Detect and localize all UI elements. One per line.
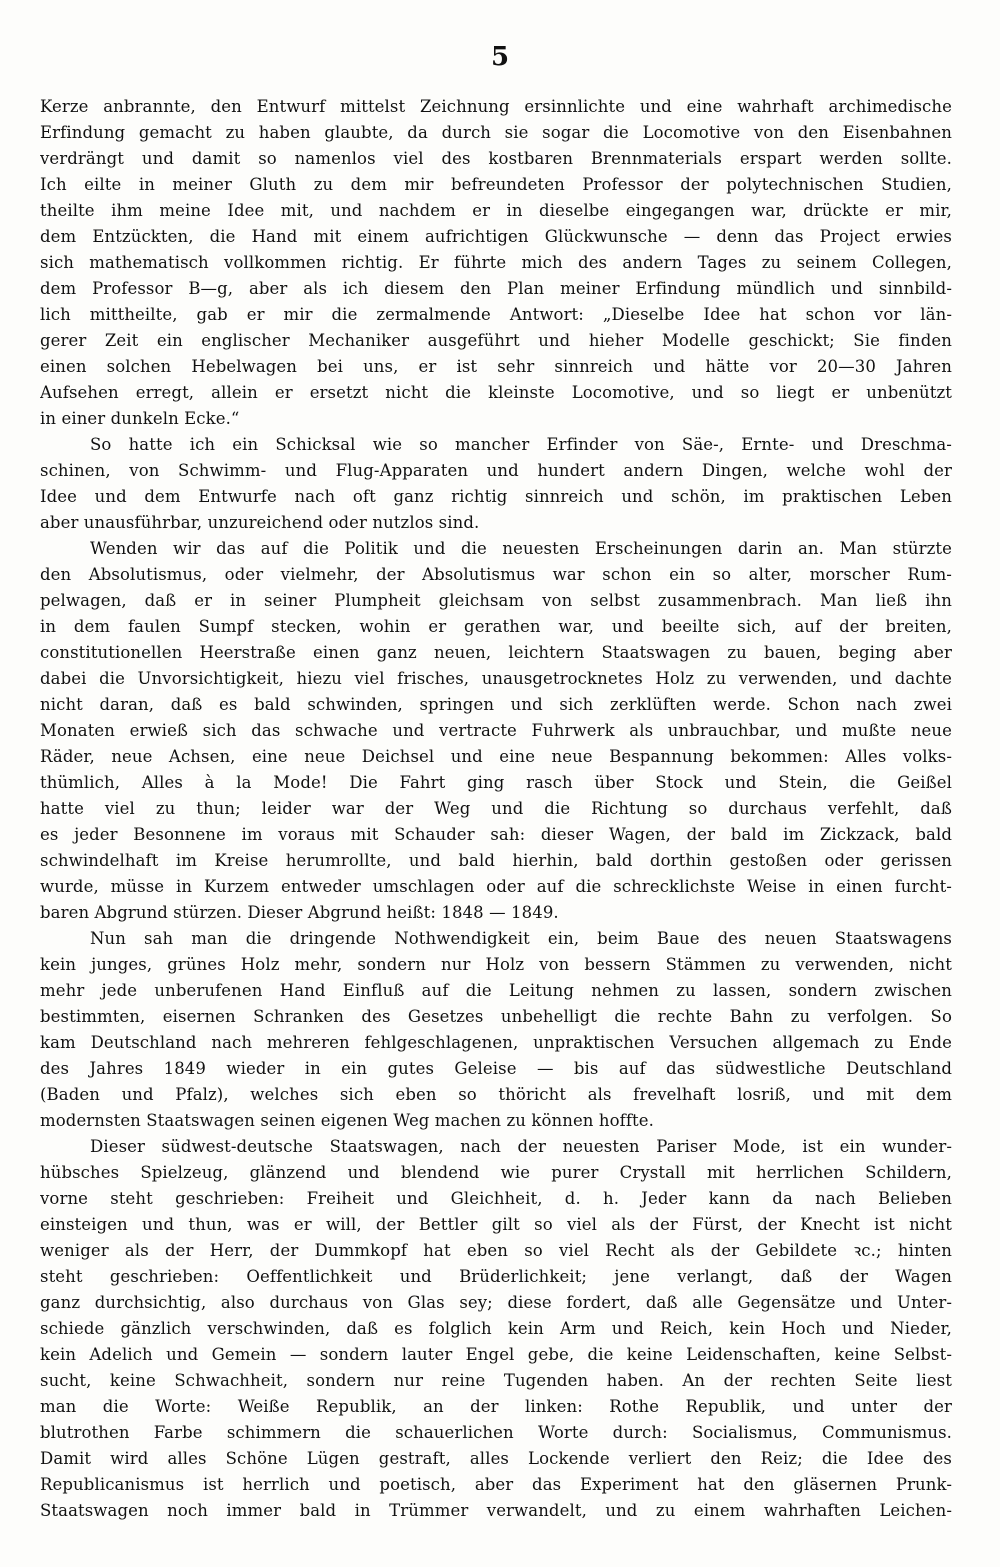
text-line: ganz durchsichtig, also durchaus von Glas sey; diese fordert, daß alle Gegensätze und Unter- bbox=[40, 1293, 952, 1312]
paragraph bbox=[40, 94, 952, 432]
text-line: weniger als der Herr, der Dummkopf hat eben so viel Recht als der Gebildete ꝛc.; hinten bbox=[40, 1241, 952, 1260]
text-line: einen solchen Hebelwagen bei uns, er ist sehr sinnreich und hätte vor 20—30 Jahren bbox=[40, 357, 952, 376]
text-line: Staatswagen noch immer bald in Trümmer verwandelt, und zu einem wahrhaften Leichen- bbox=[40, 1501, 952, 1520]
text-line: kam Deutschland nach mehreren fehlgeschlagenen, unpraktischen Versuchen allgemach zu Ende bbox=[40, 1033, 952, 1052]
text-line: Damit wird alles Schöne Lügen gestraft, alles Lockende verliert den Reiz; die Idee des bbox=[40, 1449, 952, 1468]
text-line: dem Entzückten, die Hand mit einem aufrichtigen Glückwunsche — denn das Project erwies bbox=[40, 227, 952, 246]
text-line: Räder, neue Achsen, eine neue Deichsel und eine neue Bespannung bekommen: Alles volks- bbox=[40, 747, 952, 766]
paragraph bbox=[40, 1134, 952, 1524]
text-line: schinen, von Schwimm- und Flug-Apparaten und hundert andern Dingen, welche wohl der bbox=[40, 461, 952, 480]
text-line: in einer dunkeln Ecke.“ bbox=[40, 409, 240, 428]
text-line: sucht, keine Schwachheit, sondern nur reine Tugenden haben. An der rechten Seite liest bbox=[40, 1371, 952, 1390]
text-line: mehr jede unberufenen Hand Einfluß auf die Leitung nehmen zu lassen, sondern zwischen bbox=[40, 981, 952, 1000]
text-line: pelwagen, daß er in seiner Plumpheit gleichsam von selbst zusammenbrach. Man ließ ihn bbox=[40, 591, 952, 610]
text-line: Kerze anbrannte, den Entwurf mittelst Zeichnung ersinnlichte und eine wahrhaft archimedische bbox=[40, 97, 952, 116]
text-line: blutrothen Farbe schimmern die schauerlichen Worte durch: Socialismus, Communismus. bbox=[40, 1423, 952, 1442]
text-line: dabei die Unvorsichtigkeit, hiezu viel frisches, unausgetrocknetes Holz zu verwenden, und dachte bbox=[40, 669, 952, 688]
text-line: sich mathematisch vollkommen richtig. Er führte mich des andern Tages zu seinem Collegen, bbox=[40, 253, 952, 272]
text-line: verdrängt und damit so namenlos viel des kostbaren Brennmaterials erspart werden sollte. bbox=[40, 149, 952, 168]
text-line: Dieser südwest-deutsche Staatswagen, nach der neuesten Pariser Mode, ist ein wunder- bbox=[90, 1137, 952, 1156]
text-line: kein junges, grünes Holz mehr, sondern nur Holz von bessern Stämmen zu verwenden, nicht bbox=[40, 955, 952, 974]
text-line: baren Abgrund stürzen. Dieser Abgrund heißt: 1848 — 1849. bbox=[40, 903, 559, 922]
text-line: hatte viel zu thun; leider war der Weg und die Richtung so durchaus verfehlt, daß bbox=[40, 799, 952, 818]
text-line: gerer Zeit ein englischer Mechaniker ausgeführt und hieher Modelle geschickt; Sie finden bbox=[40, 331, 952, 350]
text-line: constitutionellen Heerstraße einen ganz neuen, leichtern Staatswagen zu bauen, beging aber bbox=[40, 643, 952, 662]
text-line: schwindelhaft im Kreise herumrollte, und bald hierhin, bald dorthin gestoßen oder gerissen bbox=[40, 851, 952, 870]
text-line: es jeder Besonnene im voraus mit Schauder sah: dieser Wagen, der bald im Zickzack, bald bbox=[40, 825, 952, 844]
text-line: Ich eilte in meiner Gluth zu dem mir befreundeten Professor der polytechnischen Studien, bbox=[40, 175, 952, 194]
text-line: schiede gänzlich verschwinden, daß es folglich kein Arm und Reich, kein Hoch und Nieder, bbox=[40, 1319, 952, 1338]
text-line: thümlich, Alles à la Mode! Die Fahrt ging rasch über Stock und Stein, die Geißel bbox=[40, 773, 952, 792]
paragraph bbox=[40, 536, 952, 926]
text-line: Idee und dem Entwurfe nach oft ganz richtig sinnreich und schön, im praktischen Leben bbox=[40, 487, 952, 506]
body-text bbox=[40, 94, 952, 1524]
text-line: lich mittheilte, gab er mir die zermalmende Antwort: „Dieselbe Idee hat schon vor län- bbox=[40, 305, 952, 324]
text-line: Aufsehen erregt, allein er ersetzt nicht die kleinste Locomotive, und so liegt er unbenützt bbox=[40, 383, 952, 402]
text-line: Republicanismus ist herrlich und poetisch, aber das Experiment hat den gläsernen Prunk- bbox=[40, 1475, 952, 1494]
text-line: einsteigen und thun, was er will, der Bettler gilt so viel als der Fürst, der Knecht ist nicht bbox=[40, 1215, 952, 1234]
text-line: des Jahres 1849 wieder in ein gutes Geleise — bis auf das südwestliche Deutschland bbox=[40, 1059, 952, 1078]
text-line: bestimmten, eisernen Schranken des Gesetzes unbehelligt die rechte Bahn zu verfolgen. So bbox=[40, 1007, 952, 1026]
text-line: Erfindung gemacht zu haben glaubte, da durch sie sogar die Locomotive von den Eisenbahnen bbox=[40, 123, 952, 142]
text-line: kein Adelich und Gemein — sondern lauter Engel gebe, die keine Leidenschaften, keine Selbst- bbox=[40, 1345, 952, 1364]
text-line: dem Professor B—g, aber als ich diesem den Plan meiner Erfindung mündlich und sinnbild- bbox=[40, 279, 952, 298]
text-line: den Absolutismus, oder vielmehr, der Absolutismus war schon ein so alter, morscher Rum- bbox=[40, 565, 952, 584]
text-line: theilte ihm meine Idee mit, und nachdem er in dieselbe eingegangen war, drückte er mir, bbox=[40, 201, 952, 220]
text-line: steht geschrieben: Oeffentlichkeit und Brüderlichkeit; jene verlangt, daß der Wagen bbox=[40, 1267, 952, 1286]
text-line: man die Worte: Weiße Republik, an der linken: Rothe Republik, und unter der bbox=[40, 1397, 952, 1416]
text-line: aber unausführbar, unzureichend oder nutzlos sind. bbox=[40, 513, 480, 532]
text-line: hübsches Spielzeug, glänzend und blendend wie purer Crystall mit herrlichen Schildern, bbox=[40, 1163, 952, 1182]
text-line: vorne steht geschrieben: Freiheit und Gleichheit, d. h. Jeder kann da nach Belieben bbox=[40, 1189, 952, 1208]
text-line: Monaten erwieß sich das schwache und vertracte Fuhrwerk als unbrauchbar, und mußte neue bbox=[40, 721, 952, 740]
paragraph bbox=[40, 432, 952, 536]
text-line: (Baden und Pfalz), welches sich eben so thöricht als frevelhaft losriß, und mit dem bbox=[40, 1085, 952, 1104]
text-line: in dem faulen Sumpf stecken, wohin er gerathen war, und beeilte sich, auf der breiten, bbox=[40, 617, 952, 636]
paragraph bbox=[40, 926, 952, 1134]
text-line: modernsten Staatswagen seinen eigenen Weg machen zu können hoffte. bbox=[40, 1111, 654, 1130]
text-line: wurde, müsse in Kurzem entweder umschlagen oder auf die schrecklichste Weise in einen furcht- bbox=[40, 877, 952, 896]
text-line: Wenden wir das auf die Politik und die neuesten Erscheinungen darin an. Man stürzte bbox=[90, 539, 952, 558]
text-line: So hatte ich ein Schicksal wie so mancher Erfinder von Säe-, Ernte- und Dreschma- bbox=[90, 435, 952, 454]
page-number: 5 bbox=[490, 42, 510, 72]
text-line: nicht daran, daß es bald schwinden, springen und sich zerklüften werde. Schon nach zwei bbox=[40, 695, 952, 714]
text-line: Nun sah man die dringende Nothwendigkeit ein, beim Baue des neuen Staatswagens bbox=[90, 929, 952, 948]
